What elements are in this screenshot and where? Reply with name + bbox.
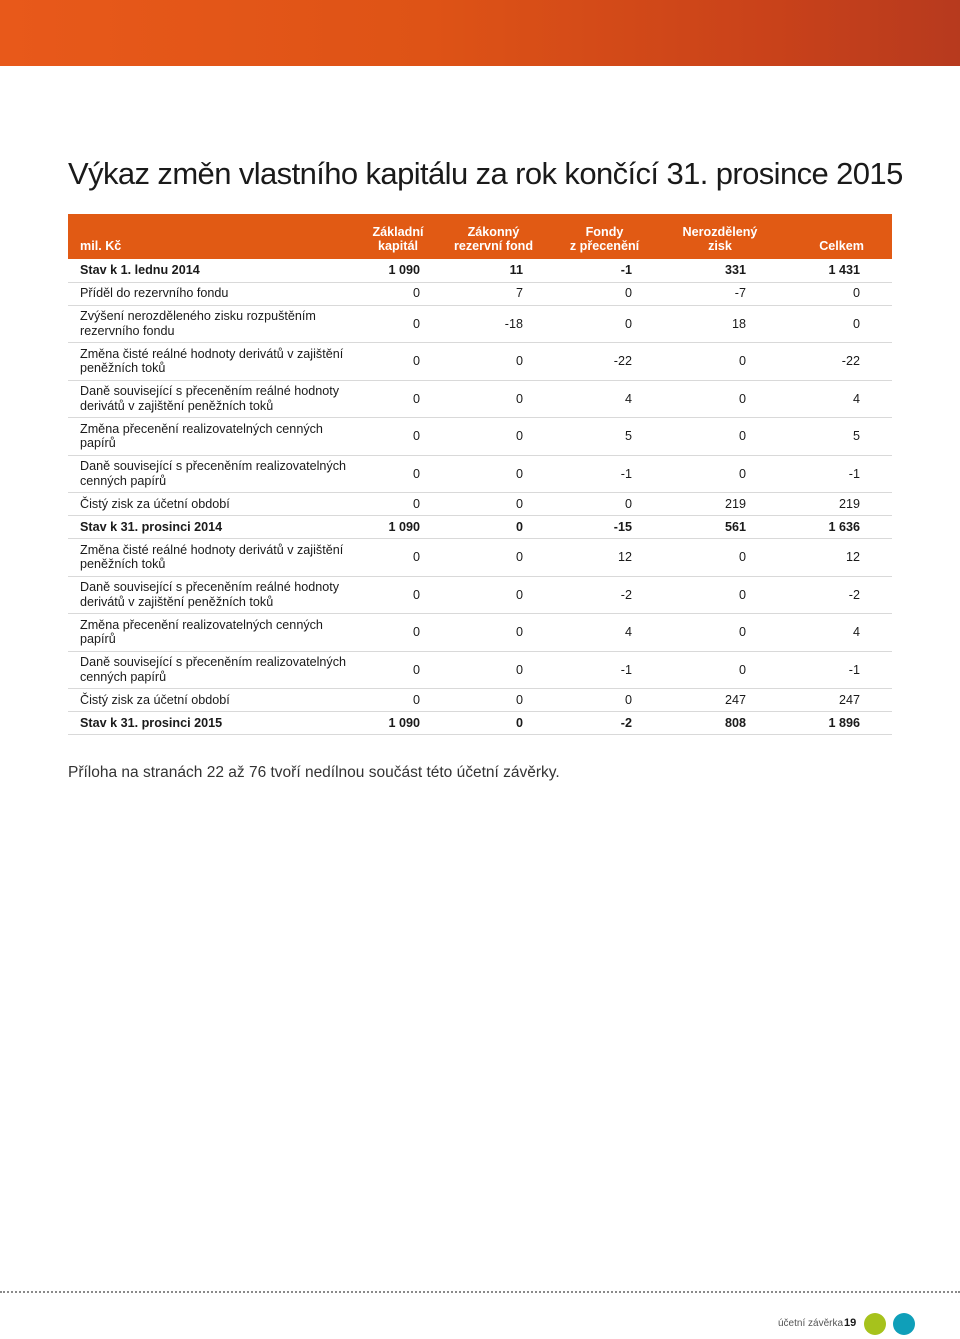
cell-value: 5 bbox=[852, 429, 860, 443]
cell-value: 0 bbox=[738, 429, 746, 443]
teal-circle-decoration bbox=[893, 1313, 915, 1335]
cell-value: -22 bbox=[613, 354, 632, 368]
cell-value: 0 bbox=[412, 692, 420, 707]
header-band bbox=[0, 0, 960, 66]
row-label bbox=[68, 305, 358, 343]
cell-value: 0 bbox=[412, 354, 420, 368]
row-label bbox=[68, 614, 358, 652]
cell-value: -1 bbox=[620, 662, 632, 677]
row-label-line: Daně související s přeceněním realizovatelných bbox=[80, 655, 346, 670]
column-header-retained-earnings: Nerozdělený zisk bbox=[682, 225, 758, 253]
cell-value: 247 bbox=[838, 692, 860, 707]
equity-statement-table-container bbox=[68, 214, 892, 735]
cell-value: 0 bbox=[515, 354, 523, 368]
cell-value: 1 431 bbox=[828, 263, 860, 277]
row-label-line: Změna čisté reálné hodnoty derivátů v zajištění bbox=[80, 346, 344, 361]
cell-value: 0 bbox=[412, 391, 420, 406]
table-row bbox=[68, 343, 892, 381]
cell-value: 0 bbox=[852, 316, 860, 331]
row-label bbox=[68, 651, 358, 689]
footer-section-label: účetní závěrka bbox=[778, 1318, 844, 1329]
cell-value: 0 bbox=[412, 429, 420, 443]
row-label-line: Daně související s přeceněním reálné hodnoty bbox=[80, 580, 340, 595]
cell-value: 0 bbox=[412, 286, 420, 301]
row-label bbox=[68, 259, 358, 282]
cell-value: 11 bbox=[509, 263, 523, 277]
cell-value: 0 bbox=[852, 286, 860, 301]
table-row bbox=[68, 305, 892, 343]
row-label-line: Čistý zisk za účetní období bbox=[80, 496, 230, 511]
row-label bbox=[68, 418, 358, 456]
row-label bbox=[68, 576, 358, 614]
cell-value: 0 bbox=[515, 466, 523, 481]
row-label-line: papírů bbox=[80, 632, 116, 647]
cell-value: 0 bbox=[515, 692, 523, 707]
row-label-line: papírů bbox=[80, 436, 116, 451]
cell-value: -22 bbox=[841, 354, 860, 368]
cell-value: 1 636 bbox=[828, 519, 860, 534]
cell-value: 0 bbox=[624, 316, 632, 331]
page-number: 19 bbox=[844, 1317, 857, 1329]
table-row bbox=[68, 282, 892, 305]
cell-value: -1 bbox=[848, 662, 860, 677]
table-row bbox=[68, 576, 892, 614]
cell-value: 7 bbox=[515, 286, 523, 301]
cell-value: 219 bbox=[724, 496, 746, 511]
cell-value: 0 bbox=[412, 662, 420, 677]
column-header-unit: mil. Kč bbox=[80, 239, 122, 253]
cell-value: 0 bbox=[624, 692, 632, 707]
row-label-line: Stav k 31. prosinci 2014 bbox=[80, 519, 223, 534]
row-label bbox=[68, 516, 358, 539]
row-label-line: Daně související s přeceněním reálné hodnoty bbox=[80, 384, 340, 399]
row-label-line: Změna přecenění realizovatelných cenných bbox=[80, 421, 323, 436]
cell-value: 0 bbox=[738, 354, 746, 368]
cell-value: 1 090 bbox=[388, 519, 420, 534]
row-label-line: Změna čisté reálné hodnoty derivátů v zajištění bbox=[80, 542, 344, 557]
cell-value: 0 bbox=[624, 286, 632, 301]
table-row bbox=[68, 651, 892, 689]
cell-value: 331 bbox=[724, 263, 746, 277]
table-row bbox=[68, 516, 892, 539]
cell-value: 0 bbox=[412, 550, 420, 564]
cell-value: 219 bbox=[838, 496, 860, 511]
row-label-line: Daně související s přeceněním realizovatelných bbox=[80, 459, 346, 474]
cell-value: 0 bbox=[515, 496, 523, 511]
table-row bbox=[68, 614, 892, 652]
cell-value: 0 bbox=[515, 429, 523, 443]
cell-value: 0 bbox=[738, 587, 746, 602]
row-label bbox=[68, 455, 358, 493]
cell-value: -15 bbox=[613, 519, 632, 534]
cell-value: 247 bbox=[724, 692, 746, 707]
cell-value: 0 bbox=[412, 466, 420, 481]
cell-value: 4 bbox=[624, 625, 632, 639]
column-header-share-capital: Základní kapitál bbox=[372, 225, 424, 253]
table-row bbox=[68, 259, 892, 282]
table-body bbox=[68, 259, 892, 735]
appendix-note: Příloha na stranách 22 až 76 tvoří nedílnou součást této účetní závěrky. bbox=[68, 764, 560, 781]
cell-value: 12 bbox=[845, 550, 860, 564]
column-header-total: Celkem bbox=[819, 239, 864, 253]
cell-value: 0 bbox=[738, 625, 746, 639]
table-row bbox=[68, 493, 892, 516]
green-circle-decoration bbox=[864, 1313, 886, 1335]
row-label bbox=[68, 712, 358, 735]
footer-divider bbox=[0, 1291, 960, 1293]
cell-value: 1 090 bbox=[388, 715, 420, 730]
cell-value: -2 bbox=[620, 587, 632, 602]
row-label bbox=[68, 689, 358, 712]
cell-value: 0 bbox=[515, 519, 523, 534]
cell-value: 0 bbox=[515, 662, 523, 677]
table-header-row bbox=[68, 214, 892, 259]
row-label bbox=[68, 539, 358, 577]
cell-value: 561 bbox=[724, 519, 746, 534]
cell-value: -1 bbox=[620, 466, 632, 481]
row-label-line: Stav k 31. prosinci 2015 bbox=[80, 715, 223, 730]
cell-value: 0 bbox=[738, 466, 746, 481]
cell-value: -2 bbox=[620, 715, 632, 730]
row-label-line: rezervního fondu bbox=[80, 323, 175, 338]
cell-value: 0 bbox=[738, 662, 746, 677]
cell-value: 4 bbox=[852, 625, 860, 639]
cell-value: -18 bbox=[504, 316, 523, 331]
row-label-line: Čistý zisk za účetní období bbox=[80, 692, 230, 707]
row-label-line: derivátů v zajištění peněžních toků bbox=[80, 398, 274, 413]
cell-value: 12 bbox=[617, 550, 632, 564]
row-label-line: Změna přecenění realizovatelných cenných bbox=[80, 617, 323, 632]
row-label bbox=[68, 343, 358, 381]
cell-value: 4 bbox=[852, 391, 860, 406]
row-label-line: Příděl do rezervního fondu bbox=[80, 286, 229, 301]
cell-value: -2 bbox=[848, 587, 860, 602]
cell-value: 18 bbox=[731, 316, 746, 331]
cell-value: 0 bbox=[738, 550, 746, 564]
cell-value: -1 bbox=[848, 466, 860, 481]
page-title: Výkaz změn vlastního kapitálu za rok končící 31. prosince 2015 bbox=[68, 156, 903, 191]
cell-value: 0 bbox=[515, 587, 523, 602]
column-header-revaluation-funds: Fondy z přecenění bbox=[569, 225, 640, 253]
row-label bbox=[68, 493, 358, 516]
cell-value: 808 bbox=[724, 715, 746, 730]
cell-value: 5 bbox=[624, 429, 632, 443]
cell-value: 0 bbox=[515, 550, 523, 564]
row-label-line: Stav k 1. lednu 2014 bbox=[80, 263, 200, 277]
cell-value: -1 bbox=[620, 263, 632, 277]
table-row bbox=[68, 380, 892, 418]
cell-value: 4 bbox=[624, 391, 632, 406]
table-row bbox=[68, 712, 892, 735]
table-row bbox=[68, 418, 892, 456]
row-label-line: derivátů v zajištění peněžních toků bbox=[80, 594, 274, 609]
table-row bbox=[68, 539, 892, 577]
table-row bbox=[68, 455, 892, 493]
row-label bbox=[68, 380, 358, 418]
cell-value: 0 bbox=[412, 625, 420, 639]
row-label bbox=[68, 282, 358, 305]
row-label-line: peněžních toků bbox=[80, 361, 166, 376]
cell-value: -7 bbox=[734, 286, 746, 301]
cell-value: 0 bbox=[515, 391, 523, 406]
cell-value: 0 bbox=[515, 625, 523, 639]
row-label-line: cenných papírů bbox=[80, 669, 167, 684]
cell-value: 0 bbox=[412, 496, 420, 511]
column-header-legal-reserve-fund: Zákonný rezervní fond bbox=[453, 225, 534, 253]
cell-value: 0 bbox=[515, 715, 523, 730]
row-label-line: cenných papírů bbox=[80, 473, 167, 488]
cell-value: 1 090 bbox=[388, 263, 420, 277]
row-label-line: Zvýšení nerozděleného zisku rozpuštěním bbox=[80, 309, 316, 324]
row-label-line: peněžních toků bbox=[80, 557, 166, 572]
table-row bbox=[68, 689, 892, 712]
cell-value: 0 bbox=[738, 391, 746, 406]
cell-value: 0 bbox=[412, 316, 420, 331]
cell-value: 1 896 bbox=[828, 715, 860, 730]
cell-value: 0 bbox=[412, 587, 420, 602]
cell-value: 0 bbox=[624, 496, 632, 511]
equity-statement-table bbox=[68, 214, 892, 735]
